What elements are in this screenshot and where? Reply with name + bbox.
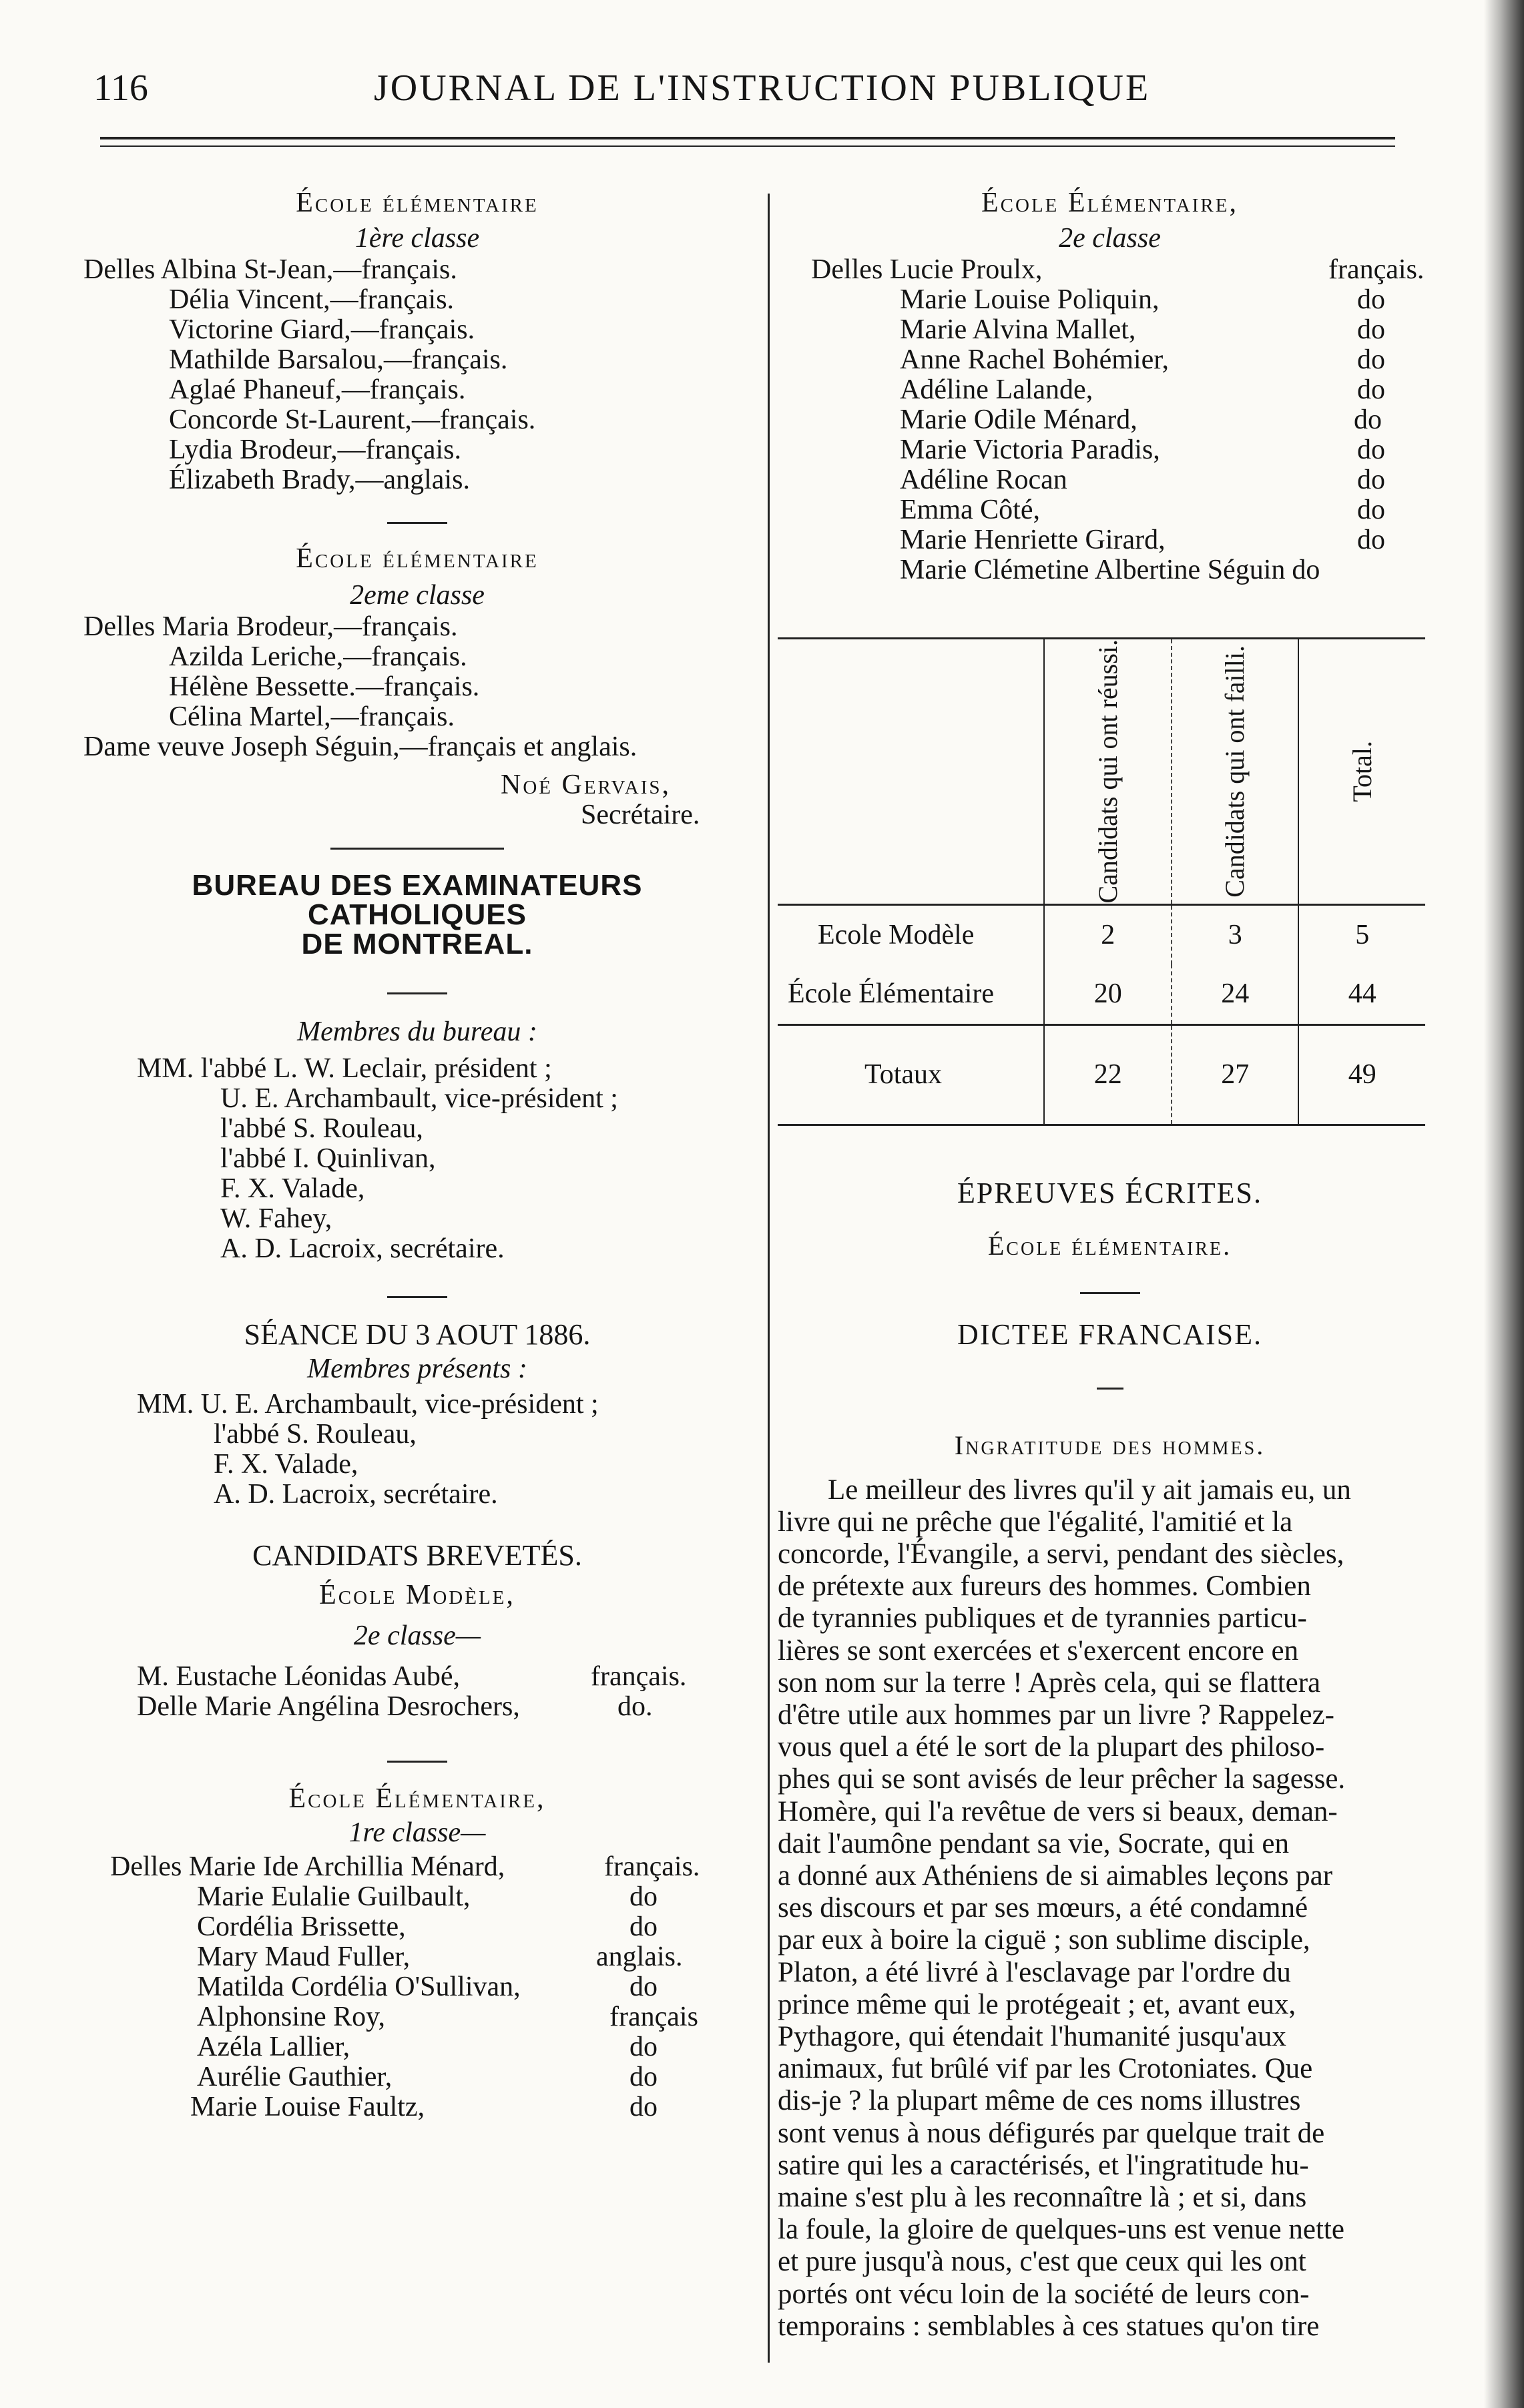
text-line: livre qui ne prêche que l'égalité, l'amitié et la (778, 1506, 1293, 1538)
section-heading: École élémentaire (296, 188, 539, 218)
present-list (83, 1390, 751, 1510)
list-item (778, 315, 1442, 345)
signature-name: Noé Gervais, (501, 770, 671, 800)
list-item (778, 255, 1442, 285)
text-line: portés ont vécu loin de la société de leurs con- (778, 2278, 1310, 2310)
candidate-language: do (1292, 555, 1320, 585)
text-line: par eux à boire la ciguë ; son sublime disciple, (778, 1924, 1310, 1956)
table-cell: 22 (1044, 1024, 1172, 1125)
table-cell: 5 (1298, 904, 1425, 964)
section-subheading: 2eme classe (350, 580, 485, 611)
candidate-language: do (1357, 284, 1385, 315)
candidate-name: Delle Marie Angélina Desrochers, (137, 1691, 520, 1722)
separator-dash (387, 1296, 447, 1298)
list-item: MM. l'abbé L. W. Leclair, président ; (137, 1053, 552, 1084)
list-item (83, 1912, 751, 1942)
candidate-language: français. (604, 1851, 700, 1882)
list-item (83, 2002, 751, 2032)
list-item (83, 2092, 751, 2122)
left-column (83, 174, 751, 2122)
candidate-name: Aurélie Gauthier, (197, 2062, 393, 2092)
list-item: Élizabeth Brady,—anglais. (169, 465, 470, 495)
list-item: W. Fahey, (220, 1203, 332, 1234)
list-item: A. D. Lacroix, secrétaire. (214, 1479, 498, 1510)
table-total-row (778, 1024, 1425, 1125)
candidate-name: Marie Odile Ménard, (900, 404, 1137, 435)
table-corner (778, 639, 1044, 905)
candidate-name: M. Eustache Léonidas Aubé, (137, 1661, 461, 1692)
list-item: Lydia Brodeur,—français. (169, 434, 462, 465)
separator-dash (387, 522, 447, 524)
candidate-name: Marie Clémetine Albertine Séguin (900, 555, 1286, 585)
list-item (778, 285, 1442, 315)
text-line: Homère, qui l'a revêtue de vers si beaux, deman- (778, 1795, 1338, 1827)
list-item: Azilda Leriche,—français. (169, 641, 467, 672)
candidate-language: français. (591, 1661, 687, 1692)
members-heading: Membres du bureau : (297, 1016, 537, 1047)
text-line: maine s'est plu à les reconnaître là ; et si, dans (778, 2182, 1307, 2213)
separator-dash (387, 992, 447, 994)
page-header (93, 60, 1395, 120)
text-line: d'être utile aux hommes par un livre ? Rappelez- (778, 1699, 1334, 1731)
section-subheading: 2e classe (1059, 223, 1161, 254)
text-line: ses discours et par ses mœurs, a été condamné (778, 1892, 1308, 1924)
text-line: la foule, la gloire de quelques-uns est venue nette (778, 2214, 1344, 2246)
text-line: vous quel a été le sort de la plupart des philoso- (778, 1731, 1325, 1763)
text-line: sont venus à nous défigurés par quelque trait de (778, 2117, 1325, 2149)
candidate-name: Matilda Cordélia O'Sullivan, (197, 1972, 521, 2002)
list-item: Délia Vincent,—français. (169, 284, 455, 315)
list-item (83, 2032, 751, 2062)
candidate-language: do (1357, 495, 1385, 525)
candidate-language: do (629, 2062, 658, 2092)
epreuves-subtitle: École élémentaire. (987, 1230, 1232, 1261)
separator-dash (387, 1761, 447, 1763)
text-line: satire qui les a caractérisés, et l'ingratitude hu- (778, 2149, 1309, 2181)
list-item: Victorine Giard,—français. (169, 314, 475, 345)
table-cell: 44 (1298, 964, 1425, 1024)
epreuves-title: ÉPREUVES ÉCRITES. (957, 1176, 1262, 1209)
name-list (83, 255, 751, 495)
header-rule (100, 137, 1395, 139)
text-line: animaux, fut brûlé vif par les Crotoniates. Que (778, 2053, 1313, 2085)
candidate-language: do (1357, 374, 1385, 405)
candidate-language: anglais. (596, 1941, 683, 1972)
page-number: 116 (93, 67, 148, 109)
candidate-language: do (629, 2032, 658, 2062)
elem-list (83, 1852, 751, 2122)
modele-class: 2e classe— (353, 1620, 481, 1651)
text-line: et pure jusqu'à nous, c'est que ceux qui les ont (778, 2246, 1306, 2278)
list-item: l'abbé S. Rouleau, (214, 1419, 417, 1450)
page-edge-shadow (1484, 0, 1524, 2408)
list-item (83, 1882, 751, 1912)
candidate-language: do (629, 1881, 658, 1912)
header-text: Candidats qui ont réussi. (1092, 639, 1123, 904)
header-text: Candidats qui ont failli. (1220, 645, 1250, 898)
list-item (778, 405, 1442, 435)
text-line: Platon, a été livré à l'esclavage par l'ordre du (778, 1956, 1291, 1988)
table-cell: 20 (1044, 964, 1172, 1024)
list-item: l'abbé S. Rouleau, (220, 1113, 423, 1144)
bureau-title: BUREAU DES EXAMINATEURS CATHOLIQUES (192, 869, 643, 931)
text-line: dis-je ? la plupart même de ces noms illustres (778, 2085, 1301, 2117)
table-row (778, 904, 1425, 964)
list-item: Concorde St-Laurent,—français. (169, 404, 536, 435)
header-text: Total. (1346, 740, 1377, 802)
results-table (778, 637, 1425, 1126)
candidate-name: Alphonsine Roy, (197, 2002, 385, 2032)
list-item: Dame veuve Joseph Séguin,—français et anglais. (83, 731, 638, 762)
elem-class: 1re classe— (348, 1817, 486, 1848)
text-line: de prétexte aux fureurs des hommes. Combien (778, 1570, 1311, 1602)
candidate-language: do (1357, 465, 1385, 495)
text-line: prince même qui le protégeait ; et, avant eux, (778, 1988, 1296, 2020)
list-item (83, 1662, 751, 1692)
row-label: Ecole Modèle (818, 919, 975, 950)
section-heading: École Élémentaire, (981, 188, 1238, 218)
candidate-language: do (629, 1972, 658, 2002)
text-line: Pythagore, qui étendait l'humanité jusqu'aux (778, 2020, 1286, 2052)
candidate-name: Emma Côté, (900, 495, 1040, 525)
column-header (1298, 639, 1425, 905)
text-line: temporains : semblables à ces statues qu'on tire (778, 2310, 1320, 2342)
text-line: son nom sur la terre ! Après cela, qui se flattera (778, 1667, 1321, 1699)
list-item: Mathilde Barsalou,—français. (169, 344, 508, 375)
list-item: Aglaé Phaneuf,—français. (169, 374, 466, 405)
candidate-name: Marie Eulalie Guilbault, (197, 1881, 471, 1912)
separator-dash (1097, 1388, 1123, 1390)
dictee-text (778, 1474, 1442, 2343)
candidate-name: Marie Victoria Paradis, (900, 434, 1160, 465)
text-line: Le meilleur des livres qu'il y ait jamais eu, un (828, 1474, 1351, 1506)
candidate-language: do (1357, 525, 1385, 555)
table-row (778, 964, 1425, 1024)
row-label: École Élémentaire (788, 978, 994, 1010)
candidate-language: do (629, 2092, 658, 2122)
list-item (778, 345, 1442, 375)
text-line: a donné aux Athéniens de si aimables leçons par (778, 1859, 1333, 1891)
list-item (83, 1692, 751, 1722)
candidate-name: Mary Maud Fuller, (197, 1941, 411, 1972)
modele-heading: École Modèle, (319, 1580, 515, 1610)
candidate-language: do (629, 1911, 658, 1942)
candidate-name: Cordélia Brissette, (197, 1911, 406, 1942)
text-line: phes qui se sont avisés de leur prêcher la sagesse. (778, 1763, 1346, 1795)
list-item (778, 495, 1442, 525)
list-item: Hélène Bessette.—français. (169, 671, 480, 702)
dictee-subtitle: Ingratitude des hommes. (954, 1430, 1266, 1460)
table-cell: 49 (1298, 1024, 1425, 1125)
header-rule-thin (100, 145, 1395, 147)
column-header (1044, 639, 1172, 905)
list-item: Delles Albina St-Jean,—français. (83, 254, 457, 285)
row-label: Totaux (864, 1059, 943, 1091)
modele-list (83, 1662, 751, 1722)
candidats-title: CANDIDATS BREVETÉS. (252, 1539, 582, 1572)
list-item: A. D. Lacroix, secrétaire. (220, 1233, 505, 1264)
separator-rule (330, 848, 504, 850)
text-line: dait l'aumône pendant sa vie, Socrate, qui en (778, 1827, 1289, 1859)
dictee-title: DICTEE FRANCAISE. (957, 1317, 1262, 1351)
candidate-language: français (609, 2002, 698, 2032)
text-line: lières se sont exercées et s'exercent encore en (778, 1634, 1299, 1667)
column-separator (768, 194, 770, 2363)
list-item: l'abbé I. Quinlivan, (220, 1143, 436, 1174)
list-item: MM. U. E. Archambault, vice-président ; (137, 1389, 599, 1420)
table-cell: 2 (1044, 904, 1172, 964)
candidate-name: Marie Henriette Girard, (900, 525, 1166, 555)
list-item: Célina Martel,—français. (169, 701, 455, 732)
members-list (83, 1054, 751, 1264)
name-list (83, 612, 751, 762)
candidate-name: Delles Marie Ide Archillia Ménard, (110, 1851, 505, 1882)
column-header (1172, 639, 1299, 905)
name-list (778, 255, 1442, 585)
list-item: F. X. Valade, (220, 1173, 365, 1204)
candidate-name: Marie Louise Poliquin, (900, 284, 1160, 315)
list-item: Delles Maria Brodeur,—français. (83, 611, 458, 642)
table-cell: 3 (1172, 904, 1299, 964)
candidate-language: do (1357, 344, 1385, 375)
candidate-language: do (1357, 314, 1385, 345)
bureau-title-2: DE MONTREAL. (301, 928, 533, 960)
seance-title: SÉANCE DU 3 AOUT 1886. (244, 1318, 591, 1351)
candidate-name: Delles Lucie Proulx, (811, 254, 1043, 285)
running-title: JOURNAL DE L'INSTRUCTION PUBLIQUE (374, 67, 1151, 109)
right-column (778, 174, 1442, 2343)
table-cell: 27 (1172, 1024, 1299, 1125)
candidate-name: Anne Rachel Bohémier, (900, 344, 1170, 375)
table-cell: 24 (1172, 964, 1299, 1024)
list-item: U. E. Archambault, vice-président ; (220, 1083, 618, 1114)
separator-dash (1080, 1292, 1140, 1294)
candidate-name: Azéla Lallier, (197, 2032, 350, 2062)
elem-heading: École Élémentaire, (288, 1783, 546, 1814)
candidate-name: Marie Alvina Mallet, (900, 314, 1136, 345)
list-item (778, 375, 1442, 405)
list-item (778, 435, 1442, 465)
text-line: de tyrannies publiques et de tyrannies particu- (778, 1602, 1307, 1634)
list-item (83, 2062, 751, 2092)
candidate-language: do (1354, 404, 1382, 435)
list-item (83, 1972, 751, 2002)
table-header-row (778, 639, 1425, 905)
section-heading: École élémentaire (296, 543, 539, 574)
candidate-name: Marie Louise Faultz, (190, 2092, 425, 2122)
candidate-language: do. (617, 1691, 653, 1722)
candidate-name: Adéline Lalande, (900, 374, 1093, 405)
list-item: F. X. Valade, (214, 1449, 358, 1480)
text-line: concorde, l'Évangile, a servi, pendant des siècles, (778, 1538, 1344, 1570)
signature-title: Secrétaire. (581, 800, 700, 830)
present-heading: Membres présents : (307, 1353, 527, 1384)
list-item (778, 525, 1442, 555)
candidate-name: Adéline Rocan (900, 465, 1067, 495)
candidate-language: do (1357, 434, 1385, 465)
candidate-language: français. (1328, 254, 1425, 285)
list-item (83, 1942, 751, 1972)
list-item (778, 555, 1442, 585)
list-item (778, 465, 1442, 495)
section-subheading: 1ère classe (354, 223, 480, 254)
list-item (83, 1852, 751, 1882)
